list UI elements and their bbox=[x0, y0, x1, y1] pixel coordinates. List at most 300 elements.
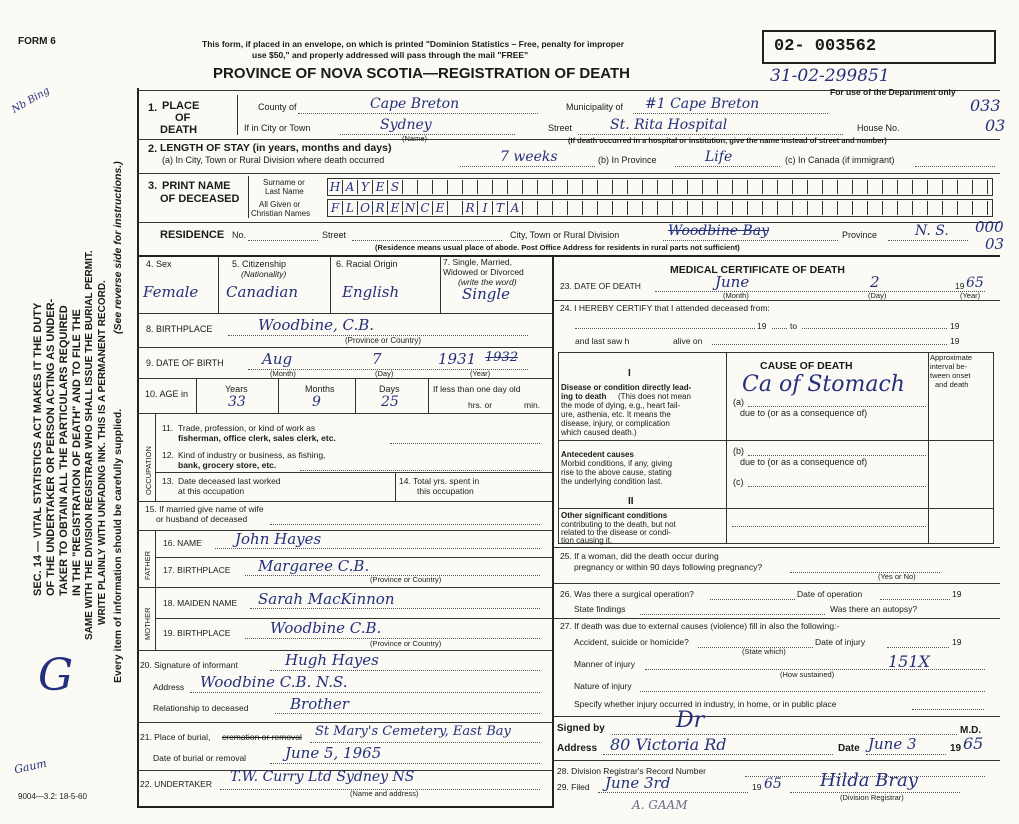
surname-letter-cell bbox=[748, 180, 763, 194]
given-name-letter-cell: A bbox=[508, 201, 523, 215]
given-name-letter-cell bbox=[823, 201, 838, 215]
occupation-side-label: OCCUPATION bbox=[144, 446, 153, 495]
mother-birthplace-value: Woodbine C.B. bbox=[270, 619, 382, 637]
side-instructions-2: OF THE UNDERTAKER OR PERSON ACTING AS UNDER- bbox=[45, 298, 57, 596]
side-instructions-8: (See reverse side for instructions.) bbox=[112, 161, 124, 334]
interval-label-d: and death bbox=[935, 380, 969, 389]
given-name-letter-cell bbox=[598, 201, 613, 215]
surname-letter-cell bbox=[883, 180, 898, 194]
surname-letter-cell bbox=[658, 180, 673, 194]
physician-address-label: Address bbox=[557, 743, 598, 754]
direct-cause-g: which caused death.) bbox=[561, 428, 637, 437]
surname-letter-cell bbox=[973, 180, 988, 194]
surname-letter-cell: H bbox=[328, 180, 343, 194]
side-instructions-6: WRITE PLAINLY WITH UNFADING INK. THIS IS A PERMANENT RECORD. bbox=[97, 280, 108, 625]
residence-division-value: Woodbine Bay bbox=[668, 223, 769, 239]
birthplace-note: (Province or Country) bbox=[345, 336, 422, 345]
surname-letter-cell bbox=[733, 180, 748, 194]
given-name-letter-cell bbox=[673, 201, 688, 215]
death-day-value: 2 bbox=[870, 273, 880, 291]
age-months-value: 9 bbox=[312, 394, 321, 410]
physician-address-value: 80 Victoria Rd bbox=[610, 735, 727, 754]
given-name-letter-cell bbox=[928, 201, 943, 215]
sex-label: 4. Sex bbox=[146, 259, 172, 269]
burial-date-value: June 5, 1965 bbox=[285, 744, 382, 762]
other-conditions-c: related to the disease or condi- bbox=[561, 528, 671, 537]
surname-letter-cell bbox=[823, 180, 838, 194]
accident-label: Accident, suicide or homicide? bbox=[574, 637, 689, 647]
last-saw-year: 19 bbox=[950, 336, 960, 346]
surname-letter-cell bbox=[703, 180, 718, 194]
registration-number-box bbox=[762, 30, 996, 64]
side-instructions-7: Every item of information should be carefully supplied. bbox=[112, 408, 124, 683]
maiden-name-value: Sarah MacKinnon bbox=[258, 590, 395, 608]
signed-year-value: 65 bbox=[963, 734, 984, 753]
q25-note: (Yes or No) bbox=[878, 572, 916, 581]
residence-province-label: Province bbox=[842, 230, 878, 240]
filed-year-prefix: 19 bbox=[752, 782, 762, 792]
surname-letter-cell bbox=[433, 180, 448, 194]
given-name-letter-cell bbox=[973, 201, 988, 215]
print-name-label: PRINT NAME bbox=[162, 180, 231, 192]
interval-label-c: tween onset bbox=[930, 371, 971, 380]
certify-from-year: 19 bbox=[757, 321, 767, 331]
death-month-value: June bbox=[715, 273, 750, 291]
filed-label: 29. Filed bbox=[557, 782, 590, 792]
registration-number: 02- 003562 bbox=[774, 37, 877, 56]
q12-label-b: bank, grocery store, etc. bbox=[178, 460, 277, 470]
form-title: PROVINCE OF NOVA SCOTIA—REGISTRATION OF DEATH bbox=[213, 65, 630, 82]
specify-injury-label: Specify whether injury occurred in industry, in home, or in public place bbox=[574, 699, 837, 709]
informant-sig-value: Hugh Hayes bbox=[285, 651, 379, 669]
q13-label-a: Date deceased last worked bbox=[178, 476, 281, 486]
signed-date-label: Date bbox=[838, 743, 860, 754]
surname-label-a: Surname or bbox=[263, 178, 305, 187]
given-name-letter-cell bbox=[448, 201, 463, 215]
marital-label-b: Widowed or Divorced bbox=[443, 267, 524, 277]
relationship-label: Relationship to deceased bbox=[153, 703, 249, 713]
municipality-label: Municipality of bbox=[566, 102, 624, 112]
cause-heading: CAUSE OF DEATH bbox=[760, 360, 853, 372]
place-code-2: 03 bbox=[985, 116, 1006, 135]
q13-number: 13. bbox=[162, 476, 174, 486]
direct-cause-f: disease, injury, or complication bbox=[561, 419, 670, 428]
q25-label-a: 25. If a woman, did the death occur during bbox=[560, 551, 719, 561]
burial-place-value: St Mary's Cemetery, East Bay bbox=[315, 724, 511, 739]
manner-label: Manner of injury bbox=[574, 659, 635, 669]
death-year-note: (Year) bbox=[960, 291, 981, 300]
burial-place-label: 21. Place of burial, bbox=[140, 732, 211, 742]
surname-letter-cell bbox=[868, 180, 883, 194]
given-name-letter-cell bbox=[568, 201, 583, 215]
mother-birthplace-label: 19. BIRTHPLACE bbox=[163, 628, 231, 638]
surname-letter-cell bbox=[778, 180, 793, 194]
medical-certificate-heading: MEDICAL CERTIFICATE OF DEATH bbox=[670, 264, 845, 276]
informant-address-label: Address bbox=[153, 682, 185, 692]
undertaker-note: (Name and address) bbox=[350, 789, 419, 798]
given-name-letter-cell bbox=[643, 201, 658, 215]
q25-label-b: pregnancy or within 90 days following pregnancy? bbox=[574, 562, 763, 572]
length-of-stay-label: LENGTH OF STAY (in years, months and days) bbox=[160, 142, 392, 154]
margin-initial: G bbox=[38, 650, 74, 701]
given-label-b: Christian Names bbox=[251, 209, 311, 218]
surname-letter-cell bbox=[448, 180, 463, 194]
citizenship-sub: (Nationality) bbox=[241, 269, 287, 279]
other-conditions-b: contributing to the death, but not bbox=[561, 520, 676, 529]
marital-value: Single bbox=[462, 285, 511, 303]
surname-letter-cell bbox=[478, 180, 493, 194]
father-birthplace-note: (Province or Country) bbox=[370, 575, 442, 584]
informant-address-value: Woodbine C.B. N.S. bbox=[200, 673, 348, 691]
md-label: M.D. bbox=[960, 725, 982, 736]
father-name-value: John Hayes bbox=[235, 530, 322, 548]
surname-letter-cell bbox=[598, 180, 613, 194]
surname-letter-cell bbox=[688, 180, 703, 194]
surname-letter-cell bbox=[493, 180, 508, 194]
dob-year: 1931 bbox=[438, 350, 477, 368]
given-name-letter-cell bbox=[883, 201, 898, 215]
street-value: St. Rita Hospital bbox=[610, 117, 728, 133]
signed-year-prefix: 19 bbox=[950, 743, 962, 754]
stay-city-label: (a) In City, Town or Rural Division where death occurred bbox=[162, 155, 385, 165]
given-name-letter-cell bbox=[793, 201, 808, 215]
operation-year-prefix: 19 bbox=[952, 589, 962, 599]
surname-letter-cell bbox=[808, 180, 823, 194]
mother-birthplace-note: (Province or Country) bbox=[370, 639, 442, 648]
given-name-letter-cell bbox=[763, 201, 778, 215]
residence-note: (Residence means usual place of abode. Post Office Address for residents in rural parts not sufficient) bbox=[375, 243, 740, 252]
form-code: 9004—3.2: 18-5-60 bbox=[18, 792, 87, 801]
other-conditions-a: Other significant conditions bbox=[561, 511, 668, 520]
birthplace-label: 8. BIRTHPLACE bbox=[146, 324, 213, 334]
residence-code-b: 03 bbox=[985, 235, 1005, 253]
surname-letter-cell bbox=[538, 180, 553, 194]
residence-province-value: N. S. bbox=[915, 223, 949, 239]
house-label: House No. bbox=[857, 123, 900, 133]
q12-number: 12. bbox=[162, 450, 174, 460]
municipality-value: #1 Cape Breton bbox=[645, 96, 760, 112]
q11-number: 11. bbox=[162, 423, 174, 433]
signed-date-value: June 3 bbox=[868, 735, 917, 753]
dob-month: Aug bbox=[262, 350, 293, 368]
given-name-letter-cell bbox=[913, 201, 928, 215]
department-use-note: For use of the Department only bbox=[830, 87, 956, 97]
registrar-signature: Hilda Bray bbox=[820, 770, 918, 791]
burial-date-label: Date of burial or removal bbox=[153, 753, 247, 763]
given-name-letter-cell bbox=[733, 201, 748, 215]
age-months-label: Months bbox=[305, 384, 335, 394]
given-name-letter-cell bbox=[658, 201, 673, 215]
surname-letter-cell bbox=[403, 180, 418, 194]
death-label: DEATH bbox=[160, 124, 198, 136]
minutes-label: min. bbox=[524, 400, 541, 410]
given-name-letter-cell: I bbox=[478, 201, 493, 215]
registrar-initials: A. GAAM bbox=[632, 798, 688, 812]
signed-by-value: Dr bbox=[676, 708, 705, 733]
q14-label-a: 14. Total yrs. spent in bbox=[399, 476, 480, 486]
surname-letter-cell bbox=[628, 180, 643, 194]
q12-label-a: Kind of industry or business, as fishing, bbox=[178, 450, 326, 460]
dob-month-note: (Month) bbox=[270, 369, 296, 378]
registration-handwritten: 31-02-299851 bbox=[770, 66, 890, 86]
surname-letter-cell bbox=[463, 180, 478, 194]
q2-number: 2. bbox=[148, 143, 158, 155]
relationship-value: Brother bbox=[290, 695, 349, 713]
margin-signature: Gaum bbox=[13, 756, 48, 777]
injury-date-label: Date of injury bbox=[815, 637, 866, 647]
given-name-letter-cell bbox=[553, 201, 568, 215]
surname-letter-cell bbox=[898, 180, 913, 194]
operation-date-label: Date of operation bbox=[797, 589, 863, 599]
given-name-letter-cell bbox=[808, 201, 823, 215]
injury-year-prefix: 19 bbox=[952, 637, 962, 647]
birthplace-value: Woodbine, C.B. bbox=[258, 316, 375, 334]
dob-day-note: (Day) bbox=[375, 369, 394, 378]
father-birthplace-label: 17. BIRTHPLACE bbox=[163, 565, 231, 575]
stay-province-label: (b) In Province bbox=[598, 155, 657, 165]
signed-by-label: Signed by bbox=[557, 723, 605, 734]
county-value: Cape Breton bbox=[370, 96, 460, 112]
age-years-label: Years bbox=[225, 384, 248, 394]
surname-letter-cell bbox=[583, 180, 598, 194]
antecedent-a: Antecedent causes bbox=[561, 450, 634, 459]
given-name-letter-cell: E bbox=[388, 201, 403, 215]
given-name-letter-cell bbox=[703, 201, 718, 215]
given-name-letter-cell bbox=[628, 201, 643, 215]
antecedent-b: Morbid conditions, if any, giving bbox=[561, 459, 673, 468]
surname-letter-cell bbox=[763, 180, 778, 194]
given-name-letter-cell: C bbox=[418, 201, 433, 215]
how-sustained-note: (How sustained) bbox=[780, 670, 835, 679]
q14-label-b: this occupation bbox=[417, 486, 474, 496]
given-name-letter-cell bbox=[538, 201, 553, 215]
age-years-value: 33 bbox=[228, 394, 246, 410]
given-name-letter-cell: O bbox=[358, 201, 373, 215]
surname-letter-cell bbox=[958, 180, 973, 194]
marital-label-c: (write the word) bbox=[458, 277, 517, 287]
surname-letter-cell bbox=[418, 180, 433, 194]
surname-letter-cell: S bbox=[388, 180, 403, 194]
dob-label: 9. DATE OF BIRTH bbox=[146, 358, 224, 368]
racial-origin-value: English bbox=[342, 283, 400, 301]
surname-letter-cell bbox=[718, 180, 733, 194]
surname-letter-cell bbox=[568, 180, 583, 194]
age-days-value: 25 bbox=[381, 394, 399, 410]
q11-label-a: Trade, profession, or kind of work as bbox=[178, 423, 316, 433]
surname-label-b: Last Name bbox=[265, 187, 304, 196]
place-code-1: 033 bbox=[970, 96, 1001, 115]
side-instructions-1: SEC. 14 — VITAL STATISTICS ACT MAKES IT THE DUTY bbox=[32, 302, 44, 596]
cause-a-label: (a) bbox=[733, 397, 744, 407]
given-name-letter-cell: R bbox=[463, 201, 478, 215]
surname-grid bbox=[327, 178, 993, 196]
informant-sig-label: 20. Signature of informant bbox=[140, 660, 238, 670]
mail-notice-line1: This form, if placed in an envelope, on which is printed "Dominion Statistics – Free, penalty for improper bbox=[202, 39, 625, 49]
alive-on-label: alive on bbox=[673, 336, 703, 346]
of-deceased-label: OF DECEASED bbox=[160, 193, 240, 205]
state-which-note: (State which) bbox=[742, 647, 786, 656]
cause-c-label: (c) bbox=[733, 477, 744, 487]
autopsy-label: Was there an autopsy? bbox=[830, 604, 918, 614]
direct-cause-d: the mode of dying, e.g., heart fail- bbox=[561, 401, 681, 410]
street-label: Street bbox=[548, 123, 573, 133]
roman-two: II bbox=[628, 496, 634, 507]
manner-code: 151X bbox=[888, 652, 930, 671]
given-name-letter-cell: L bbox=[343, 201, 358, 215]
father-side-label: FATHER bbox=[143, 550, 152, 580]
date-of-death-label: 23. DATE OF DEATH bbox=[560, 281, 641, 291]
place-label: PLACE bbox=[162, 100, 200, 112]
nature-label: Nature of injury bbox=[574, 681, 632, 691]
filed-date-value: June 3rd bbox=[605, 774, 671, 792]
death-day-note: (Day) bbox=[868, 291, 887, 300]
surname-letter-cell bbox=[853, 180, 868, 194]
due-to-label-2: due to (or as a consequence of) bbox=[740, 457, 868, 467]
registrar-record-label: 28. Division Registrar's Record Number bbox=[557, 766, 707, 776]
racial-origin-label: 6. Racial Origin bbox=[336, 259, 398, 269]
surname-letter-cell bbox=[523, 180, 538, 194]
q13-label-b: at this occupation bbox=[178, 486, 245, 496]
direct-cause-a: Disease or condition directly lead- bbox=[561, 383, 692, 392]
stay-province-value: Life bbox=[705, 149, 733, 165]
death-year-value: 65 bbox=[966, 275, 984, 291]
cause-a-value: Ca of Stomach bbox=[742, 372, 905, 397]
q1-number: 1. bbox=[148, 102, 158, 114]
residence-code-a: 000 bbox=[975, 218, 1004, 236]
due-to-label-1: due to (or as a consequence of) bbox=[740, 408, 868, 418]
q27-label: 27. If death was due to external causes (violence) fill in also the following:- bbox=[560, 621, 840, 631]
age-days-label: Days bbox=[379, 384, 400, 394]
given-name-letter-cell bbox=[868, 201, 883, 215]
filed-year-value: 65 bbox=[764, 776, 782, 792]
certify-label: 24. I HEREBY CERTIFY that I attended deceased from: bbox=[560, 303, 770, 313]
undertaker-label: 22. UNDERTAKER bbox=[140, 779, 212, 789]
roman-one: I bbox=[628, 368, 631, 379]
direct-cause-b: ing to death bbox=[561, 392, 607, 401]
q26-label: 26. Was there a surgical operation? bbox=[560, 589, 694, 599]
dob-struck-year: 1932 bbox=[485, 350, 519, 365]
other-conditions-d: tion causing it. bbox=[561, 536, 613, 545]
city-value: Sydney bbox=[380, 117, 432, 133]
antecedent-c: rise to the above cause, stating bbox=[561, 468, 672, 477]
city-label: If in City or Town bbox=[244, 123, 311, 133]
given-name-letter-cell bbox=[958, 201, 973, 215]
side-instructions-5: SAME WITH THE DIVISION REGISTRAR WHO SHALL ISSUE THE BURIAL PERMIT. bbox=[84, 250, 95, 640]
dob-year-note: (Year) bbox=[470, 369, 491, 378]
death-month-note: (Month) bbox=[723, 291, 749, 300]
surname-letter-cell: Y bbox=[358, 180, 373, 194]
surname-letter-cell bbox=[508, 180, 523, 194]
marital-label-a: 7. Single, Married, bbox=[443, 257, 512, 267]
death-year-prefix: 19 bbox=[955, 281, 965, 291]
given-name-letter-cell bbox=[613, 201, 628, 215]
side-instructions-4: IN THE "REGISTRATION OF DEATH" AND TO FILE THE bbox=[71, 309, 83, 596]
margin-note: Nb Bing bbox=[10, 85, 52, 116]
surname-letter-cell bbox=[913, 180, 928, 194]
q11-label-b: fisherman, office clerk, sales clerk, etc. bbox=[178, 433, 336, 443]
surname-letter-cell bbox=[673, 180, 688, 194]
given-name-letter-cell bbox=[583, 201, 598, 215]
given-name-letter-cell bbox=[748, 201, 763, 215]
given-label-a: All Given or bbox=[259, 200, 301, 209]
given-name-letter-cell: R bbox=[373, 201, 388, 215]
antecedent-d: the underlying condition last. bbox=[561, 477, 663, 486]
registrar-note: (Division Registrar) bbox=[840, 793, 904, 802]
citizenship-label: 5. Citizenship bbox=[232, 259, 287, 269]
surname-letter-cell bbox=[943, 180, 958, 194]
q15-label-a: 15. If married give name of wife bbox=[145, 504, 264, 514]
sex-value: Female bbox=[143, 283, 199, 301]
given-name-letter-cell bbox=[943, 201, 958, 215]
mother-side-label: MOTHER bbox=[143, 607, 152, 640]
given-name-letter-cell bbox=[853, 201, 868, 215]
interval-label-a: Approximate bbox=[930, 353, 973, 362]
mail-notice-line2: use $50," and properly addressed will pass through the mail "FREE" bbox=[252, 50, 529, 60]
hours-label: hrs. or bbox=[468, 400, 493, 410]
residence-label: RESIDENCE bbox=[160, 229, 225, 241]
father-birthplace-value: Margaree C.B. bbox=[258, 557, 370, 575]
direct-cause-c: (This does not mean bbox=[618, 392, 691, 401]
father-name-label: 16. NAME bbox=[163, 538, 202, 548]
state-findings-label: State findings bbox=[574, 604, 626, 614]
maiden-name-label: 18. MAIDEN NAME bbox=[163, 598, 238, 608]
form-number: FORM 6 bbox=[18, 36, 56, 47]
surname-letter-cell bbox=[838, 180, 853, 194]
residence-division-label: City, Town or Rural Division bbox=[510, 230, 620, 240]
surname-letter-cell bbox=[928, 180, 943, 194]
burial-place-struck-label: cremation or removal bbox=[222, 732, 302, 742]
given-name-letter-cell: N bbox=[403, 201, 418, 215]
given-name-grid bbox=[327, 199, 993, 217]
q3-number: 3. bbox=[148, 180, 158, 192]
surname-letter-cell: A bbox=[343, 180, 358, 194]
certify-to-label: to bbox=[790, 321, 798, 331]
age-label: 10. AGE in bbox=[145, 389, 189, 399]
last-saw-label: and last saw h bbox=[575, 336, 630, 346]
surname-letter-cell bbox=[553, 180, 568, 194]
under-day-label: If less than one day old bbox=[433, 384, 521, 394]
given-name-letter-cell: E bbox=[433, 201, 448, 215]
county-label: County of bbox=[258, 102, 297, 112]
surname-letter-cell bbox=[643, 180, 658, 194]
given-name-letter-cell bbox=[778, 201, 793, 215]
q15-label-b: or husband of deceased bbox=[156, 514, 248, 524]
interval-label-b: interval be- bbox=[930, 362, 968, 371]
dob-day: 7 bbox=[372, 350, 382, 368]
stay-city-value: 7 weeks bbox=[500, 149, 558, 165]
citizenship-value: Canadian bbox=[226, 283, 299, 301]
given-name-letter-cell bbox=[688, 201, 703, 215]
given-name-letter-cell bbox=[898, 201, 913, 215]
given-name-letter-cell: T bbox=[493, 201, 508, 215]
certify-to-year: 19 bbox=[950, 321, 960, 331]
surname-letter-cell: E bbox=[373, 180, 388, 194]
side-instructions-3: TAKER TO OBTAIN ALL THE PARTICULARS REQUIRED bbox=[58, 305, 70, 596]
direct-cause-e: ure, asthenia, etc. It means the bbox=[561, 410, 671, 419]
of-label: OF bbox=[175, 112, 191, 124]
given-name-letter-cell: F bbox=[328, 201, 343, 215]
residence-no-label: No. bbox=[232, 230, 247, 240]
given-name-letter-cell bbox=[523, 201, 538, 215]
cause-b-label: (b) bbox=[733, 446, 744, 456]
given-name-letter-cell bbox=[718, 201, 733, 215]
surname-letter-cell bbox=[613, 180, 628, 194]
hospital-note: (If death occurred in a hospital or institution, give the name instead of street and number) bbox=[568, 136, 887, 145]
given-name-letter-cell bbox=[838, 201, 853, 215]
stay-canada-label: (c) In Canada (if immigrant) bbox=[785, 155, 895, 165]
surname-letter-cell bbox=[793, 180, 808, 194]
name-note: (Name) bbox=[402, 134, 428, 143]
